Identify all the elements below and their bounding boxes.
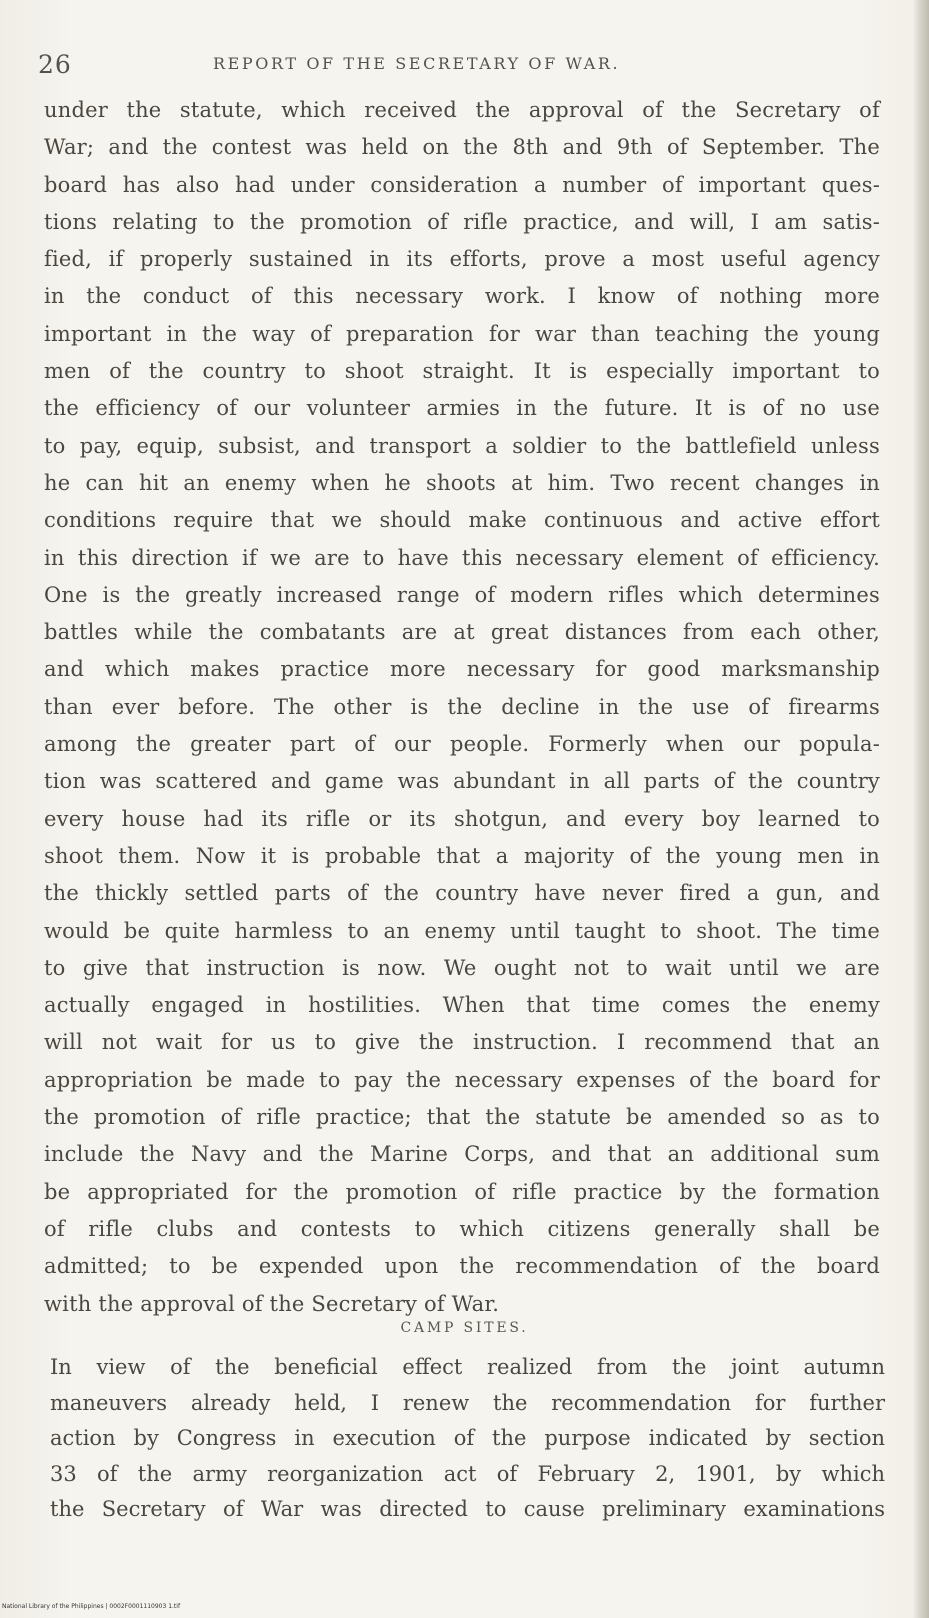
- text-line: in the conduct of this necessary work. I know of nothing more: [44, 284, 880, 309]
- text-line: in this direction if we are to have this necessary element of efficiency.: [44, 545, 880, 570]
- text-line: 33 of the army reorganization act of February 2, 1901, by which: [50, 1461, 885, 1486]
- page-header: [38, 50, 888, 80]
- text-line: he can hit an enemy when he shoots at him. Two recent changes in: [44, 470, 880, 495]
- page-edge-shadow: [913, 0, 929, 1618]
- text-line: maneuvers already held, I renew the recommendation for further: [50, 1390, 885, 1415]
- text-line: under the statute, which received the approval of the Secretary of: [44, 98, 880, 122]
- text-line: One is the greatly increased range of modern rifles which determines: [44, 582, 880, 607]
- text-line: fied, if properly sustained in its efforts, prove a most useful agency: [44, 247, 880, 272]
- text-line: the efficiency of our volunteer armies in the future. It is of no use: [44, 396, 880, 421]
- text-line: tion was scattered and game was abundant in all parts of the country: [44, 769, 880, 794]
- section-heading-camp-sites: CAMP SITES.: [400, 1320, 529, 1336]
- text-line: the Secretary of War was directed to cause preliminary examinations: [50, 1497, 885, 1521]
- page-number: 26: [38, 50, 72, 79]
- scan-footer: National Library of the Philippines | 0002F0001110903 1.tif: [2, 1603, 181, 1610]
- text-line: actually engaged in hostilities. When that time comes the enemy: [44, 993, 880, 1018]
- text-line: In view of the beneficial effect realized from the joint autumn: [50, 1355, 885, 1379]
- text-line: every house had its rifle or its shotgun, and every boy learned to: [44, 806, 880, 831]
- text-line: appropriation be made to pay the necessary expenses of the board for: [44, 1067, 880, 1092]
- text-line: to give that instruction is now. We ought not to wait until we are: [44, 955, 880, 980]
- text-line: board has also had under consideration a number of important ques-: [44, 172, 880, 197]
- text-line: and which makes practice more necessary for good marksmanship: [44, 657, 880, 682]
- text-line: men of the country to shoot straight. It is especially important to: [44, 359, 880, 384]
- text-line: of rifle clubs and contests to which citizens generally shall be: [44, 1216, 880, 1241]
- text-line: admitted; to be expended upon the recommendation of the board: [44, 1254, 880, 1279]
- text-line: among the greater part of our people. Formerly when our popula-: [44, 732, 880, 757]
- text-line: include the Navy and the Marine Corps, and that an additional sum: [44, 1142, 880, 1167]
- text-line: shoot them. Now it is probable that a majority of the young men in: [44, 843, 880, 868]
- text-line: be appropriated for the promotion of rifle practice by the formation: [44, 1179, 880, 1204]
- text-line: would be quite harmless to an enemy until taught to shoot. The time: [44, 918, 880, 943]
- text-line: conditions require that we should make continuous and active effort: [44, 508, 880, 533]
- text-line: the promotion of rifle practice; that the statute be amended so as to: [44, 1105, 880, 1130]
- paragraph-camp-sites: [50, 1350, 885, 1528]
- text-line: important in the way of preparation for war than teaching the young: [44, 321, 880, 346]
- running-head: REPORT OF THE SECRETARY OF WAR.: [213, 54, 621, 73]
- paragraph-rifle-practice: [44, 92, 880, 1323]
- text-line: War; and the contest was held on the 8th and 9th of September. The: [44, 135, 880, 160]
- text-line: action by Congress in execution of the purpose indicated by section: [50, 1426, 885, 1450]
- text-line: to pay, equip, subsist, and transport a soldier to the battlefield unless: [44, 433, 880, 458]
- text-line: with the approval of the Secretary of War.: [44, 1291, 500, 1316]
- text-line: than ever before. The other is the decline in the use of firearms: [44, 694, 880, 719]
- text-line: tions relating to the promotion of rifle practice, and will, I am satis-: [44, 209, 880, 234]
- text-line: battles while the combatants are at great distances from each other,: [44, 620, 880, 645]
- text-line: will not wait for us to give the instruction. I recommend that an: [44, 1030, 880, 1055]
- text-line: the thickly settled parts of the country have never fired a gun, and: [44, 881, 880, 906]
